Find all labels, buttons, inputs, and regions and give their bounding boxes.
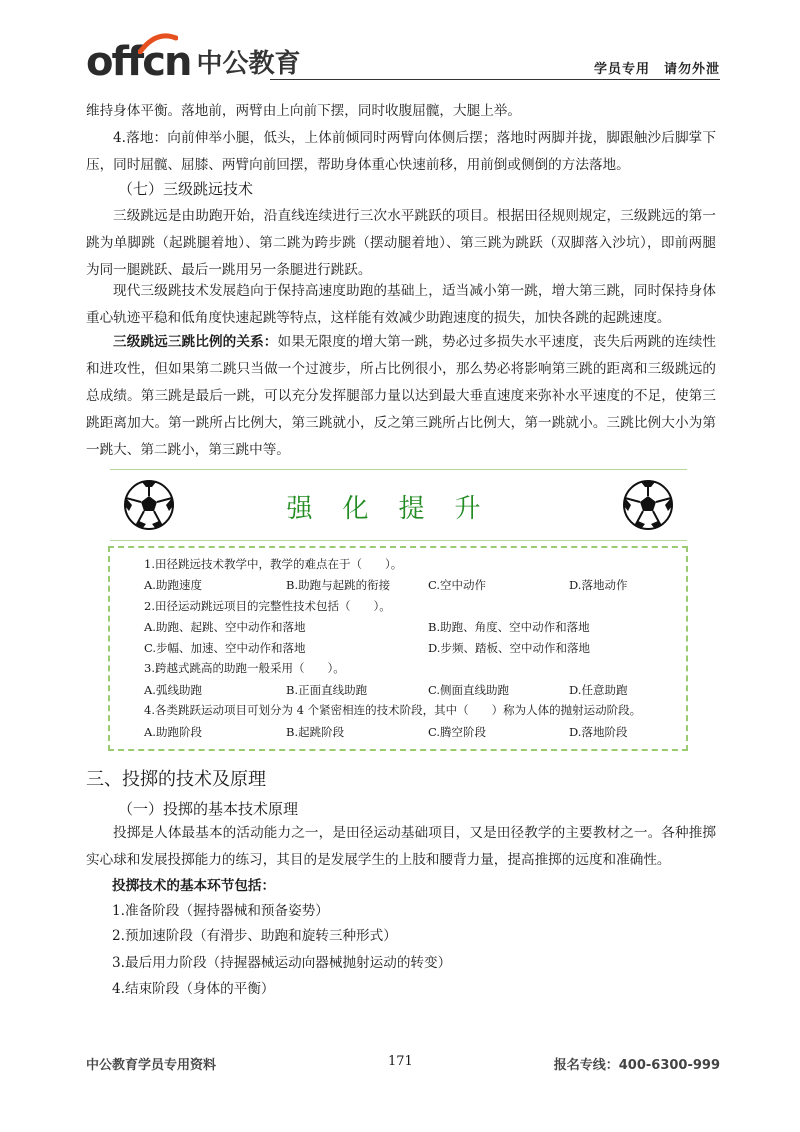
logo-cn-text: 中公教育 <box>196 49 301 79</box>
ratio-text: 如果无限度的增大第一跳，势必过多损失水平速度，丧失后两跳的连续性和进攻性，但如果第二跳只当做一个过渡步，所占比例很小，那么势必将影响第三跳的距离和三级跳远的总成绩。第三跳是最后一跳，可以充分发挥腿部力量以达到最大垂直速度来弥补水平速度的不足，使第三跳距离加大。第一跳所占比例大，第三跳就小，反之第三跳所占比例大，第一跳就小。三跳比例大小为第一跳大、第二跳小，第三跳中等。 <box>86 334 716 458</box>
quiz-q4-option-a: A.助跑阶段 <box>144 725 202 739</box>
header-note: 学员专用 请勿外泄 <box>593 62 720 77</box>
paragraph-triple-jump-ratio <box>86 329 716 464</box>
quiz-q4-option-b: B.起跳阶段 <box>286 725 345 739</box>
quiz-q3-option-a: A.弧线助跑 <box>144 683 202 697</box>
quiz-q1-option-d: D.落地动作 <box>569 578 628 592</box>
quiz-question-3: 3.跨越式跳高的助跑一般采用（ ）。 <box>144 661 345 675</box>
header-divider <box>270 79 720 80</box>
quiz-q2-option-c: C.步幅、加速、空中动作和落地 <box>144 641 306 655</box>
paragraph-landing: 4.落地：向前伸举小腿，低头，上体前倾同时两臂向体侧后摆；落地时两脚并拢，脚跟触沙后脚掌下压，同时屈髋、屈膝、两臂向前回摆，帮助身体重心快速前移，用前倒或侧倒的方法落地。 <box>86 130 716 173</box>
section-3-title: 三、投掷的技术及原理 <box>86 769 266 790</box>
quiz-q1-option-a: A.助跑速度 <box>144 578 202 592</box>
page-number: 171 <box>388 1054 413 1069</box>
page-header <box>0 0 800 90</box>
throwing-stage-3: 3.最后用力阶段（持握器械运动向器械抛射运动的转变） <box>112 955 452 971</box>
exercise-banner <box>110 469 687 541</box>
quiz-q2-option-a: A.助跑、起跳、空中动作和落地 <box>144 620 306 634</box>
paragraph-throwing-intro: 投掷是人体最基本的活动能力之一，是田径运动基础项目，又是田径教学的主要教材之一。各种推掷实心球和发展投掷能力的练习，其目的是发展学生的上肢和腰背力量，提高推掷的远度和准确性。 <box>86 825 716 868</box>
quiz-q3-option-d: D.任意助跑 <box>569 683 628 697</box>
soccer-ball-right-icon <box>621 478 675 532</box>
quiz-q1-option-c: C.空中动作 <box>428 578 487 592</box>
quiz-box <box>108 546 688 751</box>
quiz-q1-option-b: B.助跑与起跳的衔接 <box>286 578 391 592</box>
quiz-q4-option-c: C.腾空阶段 <box>428 725 487 739</box>
quiz-q2-option-d: D.步频、踏板、空中动作和落地 <box>428 641 590 655</box>
quiz-question-4: 4.各类跳跃运动项目可划分为 4 个紧密相连的技术阶段，其中（ ）称为人体的抛射运动阶段。 <box>144 703 642 717</box>
logo-latin-text: offcn <box>86 39 191 85</box>
throwing-stage-1: 1.准备阶段（握持器械和预备姿势） <box>112 903 329 919</box>
paragraph-triple-jump-intro: 三级跳远是由助跑开始，沿直线连续进行三次水平跳跃的项目。根据田径规则规定，三级跳远的第一跳为单脚跳（起跳腿着地）、第二跳为跨步跳（摆动腿着地）、第三跳为跳跃（双脚落入沙坑），即前两腿为同一腿跳跃、最后一跳用另一条腿进行跳跃。 <box>86 208 716 278</box>
paragraph-triple-jump-modern: 现代三级跳技术发展趋向于保持高速度助跑的基础上，适当减小第一跳，增大第三跳，同时保持身体重心轨迹平稳和低角度快速起跳等特点，这样能有效减少助跑速度的损失，加快各跳的起跳速度。 <box>86 283 716 326</box>
throwing-stages-heading: 投掷技术的基本环节包括： <box>112 878 276 894</box>
paragraph-balance: 维持身体平衡。落地前，两臂由上向前下摆，同时收腹屈髋，大腿上举。 <box>86 103 521 119</box>
footer-left: 中公教育学员专用资料 <box>86 1058 217 1073</box>
throwing-stage-2: 2.预加速阶段（有滑步、助跑和旋转三种形式） <box>112 928 397 944</box>
ratio-heading: 三级跳远三跳比例的关系： <box>113 334 278 350</box>
section-3-1-title: （一）投掷的基本技术原理 <box>118 800 299 818</box>
quiz-q4-option-d: D.落地阶段 <box>569 725 628 739</box>
footer-hotline: 报名专线：400-6300-999 <box>553 1058 720 1073</box>
quiz-q3-option-b: B.正面直线助跑 <box>286 683 368 697</box>
quiz-question-1: 1.田径跳远技术教学中，教学的难点在于（ ）。 <box>144 557 403 571</box>
quiz-q2-option-b: B.助跑、角度、空中动作和落地 <box>428 620 590 634</box>
section-7-title: （七）三级跳远技术 <box>118 180 254 198</box>
quiz-q3-option-c: C.侧面直线助跑 <box>428 683 510 697</box>
offcn-logo <box>86 39 301 85</box>
quiz-question-2: 2.田径运动跳远项目的完整性技术包括（ ）。 <box>144 599 391 613</box>
banner-title: 强化提升 <box>286 494 511 524</box>
throwing-stage-4: 4.结束阶段（身体的平衡） <box>112 981 275 997</box>
